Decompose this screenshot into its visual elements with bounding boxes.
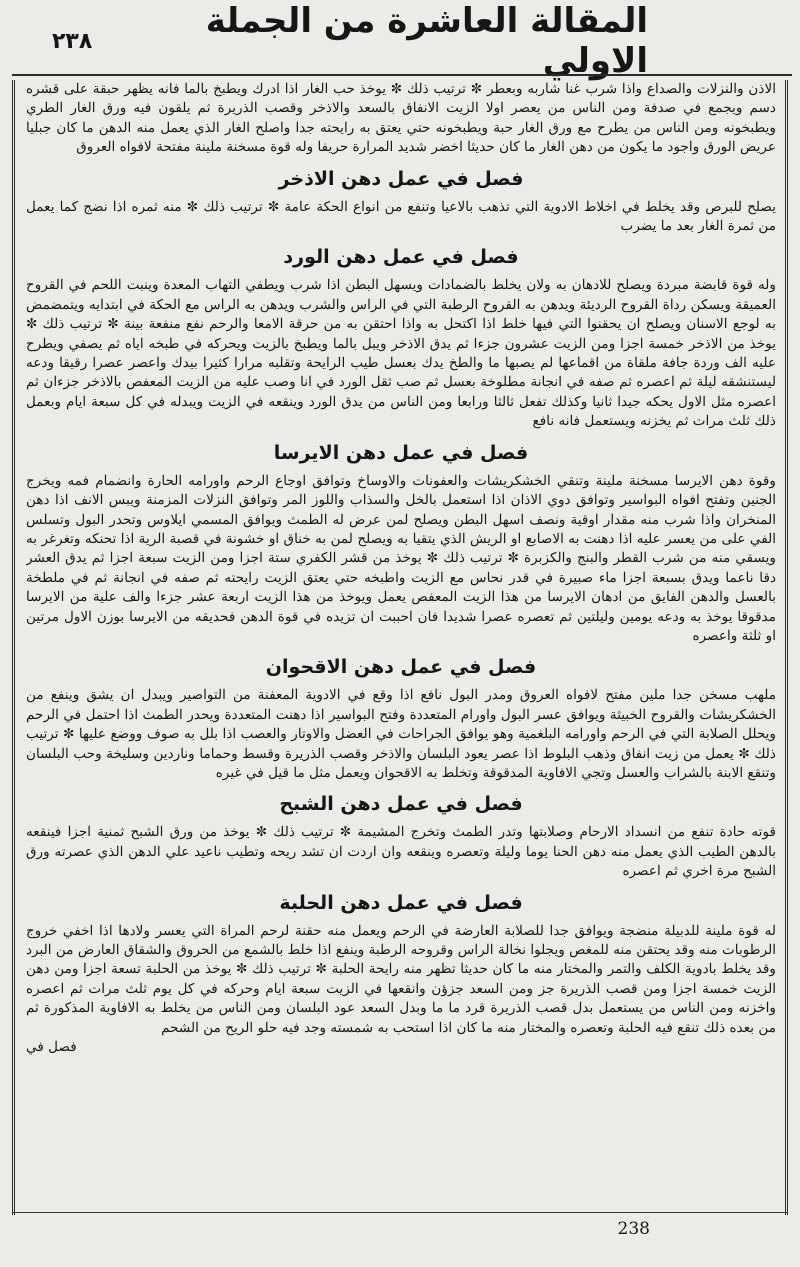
page-header <box>22 1 778 81</box>
running-title: المقالة العاشرة من الجملة الاولي <box>205 1 648 81</box>
footer-rule <box>12 1212 788 1213</box>
page-number-top: ٢٣٨ <box>52 28 93 54</box>
section-text-irsa: وقوة دهن الايرسا مسخنة ملينة وتنقي الخشكريشات والعفونات والاوساخ وتوافق اوجاع الرحم واورامه الحارة وانضمام فمه ويخرج الجنين وتفتح افواه البواسير وتوافق دوي الاذان اذا استعمل بالخل والسذاب واللوز المر وتوافق النزلات المزمنة ويبس الانف اذا دهن المنخران واذا شرب منه مقدار اوقية ونصف اسهل البطن ويصلح لمن عرض له الطمث ويوافق المسمي ايلاوس وتحدر البول وتسلس الفي على من يعسر عليه اذا دهنت به الاصابع او الريش الذي يتقيا به ويصلح لمن به خناق او خشونة في قصبة الرية اذا تحنكه وتغرغر به ويسقي منه من شرب القطر والبنج والكزبرة ✼ ترتيب ذلك ✼ يوخذ من قشر الكفري ستة اجزا ومن الزيت سبعة اجزا ثم يدق العشر دقا ناعما ويدق بسبعة اجزا ماء صبيرة في قدر نحاس مع الزيت واطبخه حتي يعتق الزيت رايحته ثم صفه في انجانة ثم في ملطخة بالعسل والدهن الفايق من ادهان الايرسا من هذا الزيت المعفص يعمل ويوخذ من هذا الزيت اربعة عشر جزءا والف علية من الايرسا مدقوقا يوخذ به ودعه يومين وليلتين ثم تعصره عصرا شديدا فان احببت ان تزيده في قوة الدهن فحديقه من الايرسا بوزن الاول مرتين او ثلثة واعصره <box>26 472 776 644</box>
section-text-hulba: له قوة ملينة للدبيلة منضجة ويوافق جدا للصلابة العارضة في الرحم ويعمل منه حقنة لرحم المراة التي يعسر ولادها اذا اخفي خروج الرطوبات منه وقد يحتقن منه للمغص ويجلوا نخالة الراس وقروحه الرطبة وينفع اذا خلط بالشمع من الحروق والشقاق العارض من البرد وقد يخلط بادوية الكلف والتمر والمختار منه ما كان حديثا تظهر منه رايحة الحلبة ✼ ترتيب ذلك ✼ يوخذ من الحلبة تسعة اجزا ومن دهن الزيت خمسة اجزا ومن قصب الذريرة جز ومن السعد جزؤن وانقعها في الزيت سبعة ايام وحركه في كل يوم ثلث مرات ثم اعصره واخزنه ومن الناس من يستعمل بدل قصب الذريرة قرد ما ما وبدل السعد عود البلسان ومن الناس من يخلط به الافاوية المذكورة ثم من بعده ذلك تنقع فيه الحلبة وتعصره والمختار منه ما كان اذا استحب به شمسته وجد فيه حلو الريح من الشحم <box>26 922 776 1036</box>
section-heading-ward: فصل في عمل دهن الورد <box>283 246 519 269</box>
section-text-shabah: قوته حادة تنفع من انسداد الارحام وصلابتها وتدر الطمث وتخرج المشيمة ✼ ترتيب ذلك ✼ يوخذ من ورق الشبح ثمنية اجزا فينقعه بالدهن الطيب الذي يعمل منه دهن الحنا يوما وليلة وتعصره وينقعه وان اردت ان تشد ريحه وتطيب ناعيد علي الدهن الذي عصرته ورق الشبح مرة اخري ثم اعصره <box>26 824 776 880</box>
section-text-ward: وله قوة قابضة مبردة ويصلح للادهان به ولان يخلط بالضمادات ويسهل البطن اذا شرب ويطفي التهاب المعدة وينبت اللحم في القروح العميقة ويسكن رداة القروح الرديئة ويدهن به القروح الرطبة التي في الراس والشرب ويدهن به الراس مع الحكة في ابتدايه ويتمضمض به لوجع الاسنان ويصلح ان يحقنوا التي فيها خلط اذا اكتحل به واذا احتقن به من حرقة الامعا والرحم نفع منفعة بينة ✼ ترتيب ذلك ✼ يوخذ من الاذخر خمسة اجزا ومن الزيت عشرون جزءا ثم يدق الاذخر ويبل بالما ويطبخ بالزيت ويحركه في طبخه اياه ثم يصفي ويطرح عليه الف وردة جافة ملقاة من اقماعها لم يصبها ما والطخ يدك بعسل طيب الرايحة وتقلبه مرارا كثيرا بيدك واعصر عصرا رقيقا ودعه ليستنشقه ليلة ثم اعصره ثم صفه في انجانة مطلوخة بعسل ثم صب ثقل الورد في انا وصب عليه من الزيت المعفص بالاذخر جزءان ثم اعصره مثل الاول يحكه جيدا ثانيا وكذلك تفعل ثالثا ورابعا ومن الناس من يدق الورد وينقعه في الزيت ويبدله في كل سبعة ايام وبعمل ذلك ثلث مرات ثم يخزنه ويستعمل فانه نافع <box>26 277 776 430</box>
section-text-idhkhir: يصلح للبرص وقد يخلط في اخلاط الادوية التي تذهب بالاعيا وتنفع من انواع الحكة عامة ✼ ترتيب ذلك ✼ منه ثمره اذا نضج كما يعمل من ثمرة الغار بعد ما يضرب <box>26 198 776 235</box>
header-rule <box>12 74 792 76</box>
intro-paragraph: الاذن والنزلات والصداع واذا شرب غنا شاربه وبعطر ✼ ترتيب ذلك ✼ يوخذ حب الغار اذا ادرك ويطبخ بالما فانه يظهر حبقة على قشره دسم ويجمع في صدفة ومن الناس من يعصر اولا الزيت الانفاق بالسعد والاذخر وقصب الذريرة ثم يلقون فيه ورق الغار الطري ويطبخونه ومن الناس من يطرح مع ورق الغار حبة ويطبخونه حتي يعتق به رايحته جدا واصلح الغار الذي يعمل منه الدهن ما كان جبليا عريض الورق واجود ما يكون من دهن الغار ما كان حديثا اخضر شديد المرارة حريفا وله قوة مسخنة ملينة مفتحة لافواه العروق <box>26 81 776 156</box>
section-heading-hulba: فصل في عمل دهن الحلبة <box>279 891 523 914</box>
page-number-bottom: 238 <box>617 1219 650 1239</box>
section-text-uqhuwan: ملهب مسخن جدا ملين مفتح لافواه العروق ومدر البول نافع اذا وقع في الادوية المعفنة من التواصير ويبدل ان يشق وينفع من الخشكريشات والقروح الخبيثة ويوافق عسر البول واورام المتعددة وفتح البواسير اذا دهنت المتعددة ويحدر الطمث اذا احتمل في الرحم ويحلل الصلابة التي في الرحم واورامه البلغمية وهو يوافق الجراحات في العضل والاوتار والعصب اذا بلل به صوف ووضع عليها ✼ ترتيب ذلك ✼ يعمل من زيت انفاق وذهب البلوط اذا عصر يعود البلسان والاذخر وقصب الذريرة وقسط وحماما وناردين وسليخة وحب البلسان وتنقع الابنة بالشراب والعسل وتجي الافاوية المدقوقة وتخلط به الاقحوان ويعمل مثل ما قيل في غيره <box>26 687 776 781</box>
catchword: فصل في <box>26 1039 77 1056</box>
section-heading-uqhuwan: فصل في عمل دهن الاقحوان <box>265 656 537 679</box>
section-heading-irsa: فصل في عمل دهن الايرسا <box>273 441 529 464</box>
page-body <box>26 80 776 1196</box>
section-heading-idhkhir: فصل في عمل دهن الاذخر <box>278 167 524 190</box>
section-heading-shabah: فصل في عمل دهن الشبح <box>279 793 523 816</box>
